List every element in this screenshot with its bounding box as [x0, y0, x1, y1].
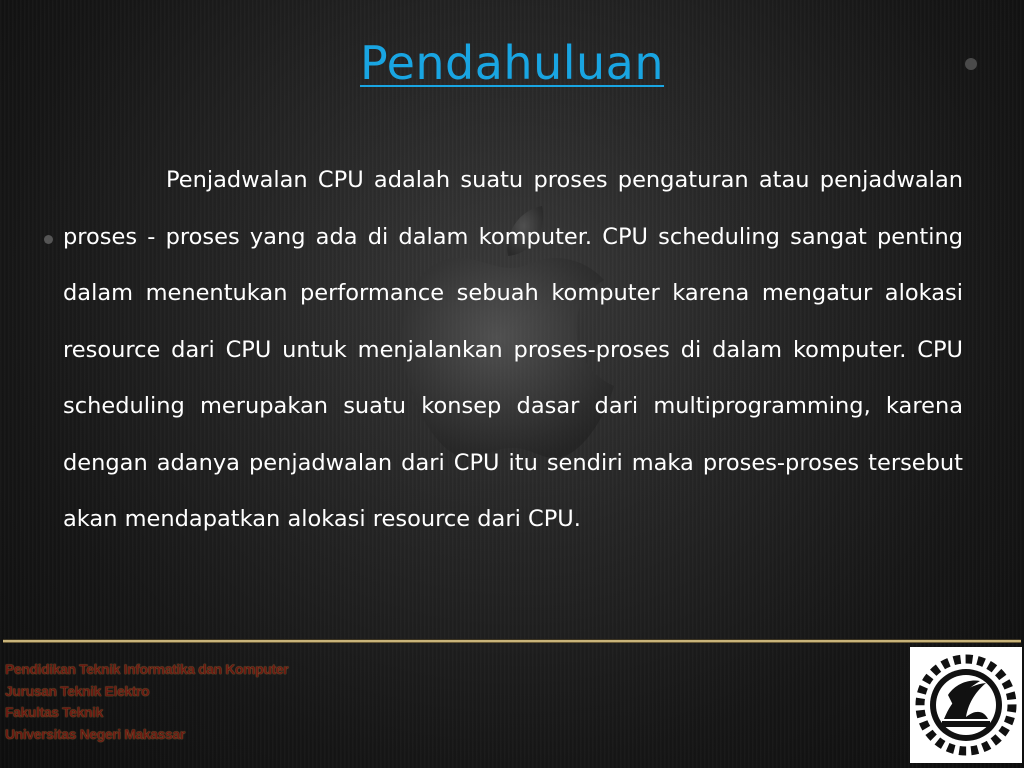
university-logo-icon: [910, 647, 1022, 763]
footer-divider: [3, 640, 1021, 642]
footer-line-faculty: Fakultas Teknik: [5, 704, 104, 720]
slide-body-text: Penjadwalan CPU adalah suatu proses pengaturan atau penjadwalan proses - proses yang ada di dalam komputer. CPU scheduling sangat penting dalam menentukan performance sebuah komputer karena mengatur alokasi resource dari CPU untuk menjalankan proses-proses di dalam komputer. CPU scheduling merupakan suatu konsep dasar dari multiprogramming, karena dengan adanya penjadwalan dari CPU itu sendiri maka proses-proses tersebut akan mendapatkan alokasi resource dari CPU.: [63, 167, 963, 532]
slide-title: Pendahuluan: [359, 36, 665, 90]
footer-line-program: Pendidikan Teknik Informatika dan Komputer: [5, 661, 289, 677]
footer-institution-info: [5, 659, 288, 745]
university-logo: [910, 647, 1022, 763]
footer-line-department: Jurusan Teknik Elektro: [5, 682, 150, 699]
bullet-dot: [44, 235, 53, 244]
footer-line-university: Universitas Negeri Makassar: [5, 725, 185, 742]
slide-title-container: [0, 36, 1024, 90]
